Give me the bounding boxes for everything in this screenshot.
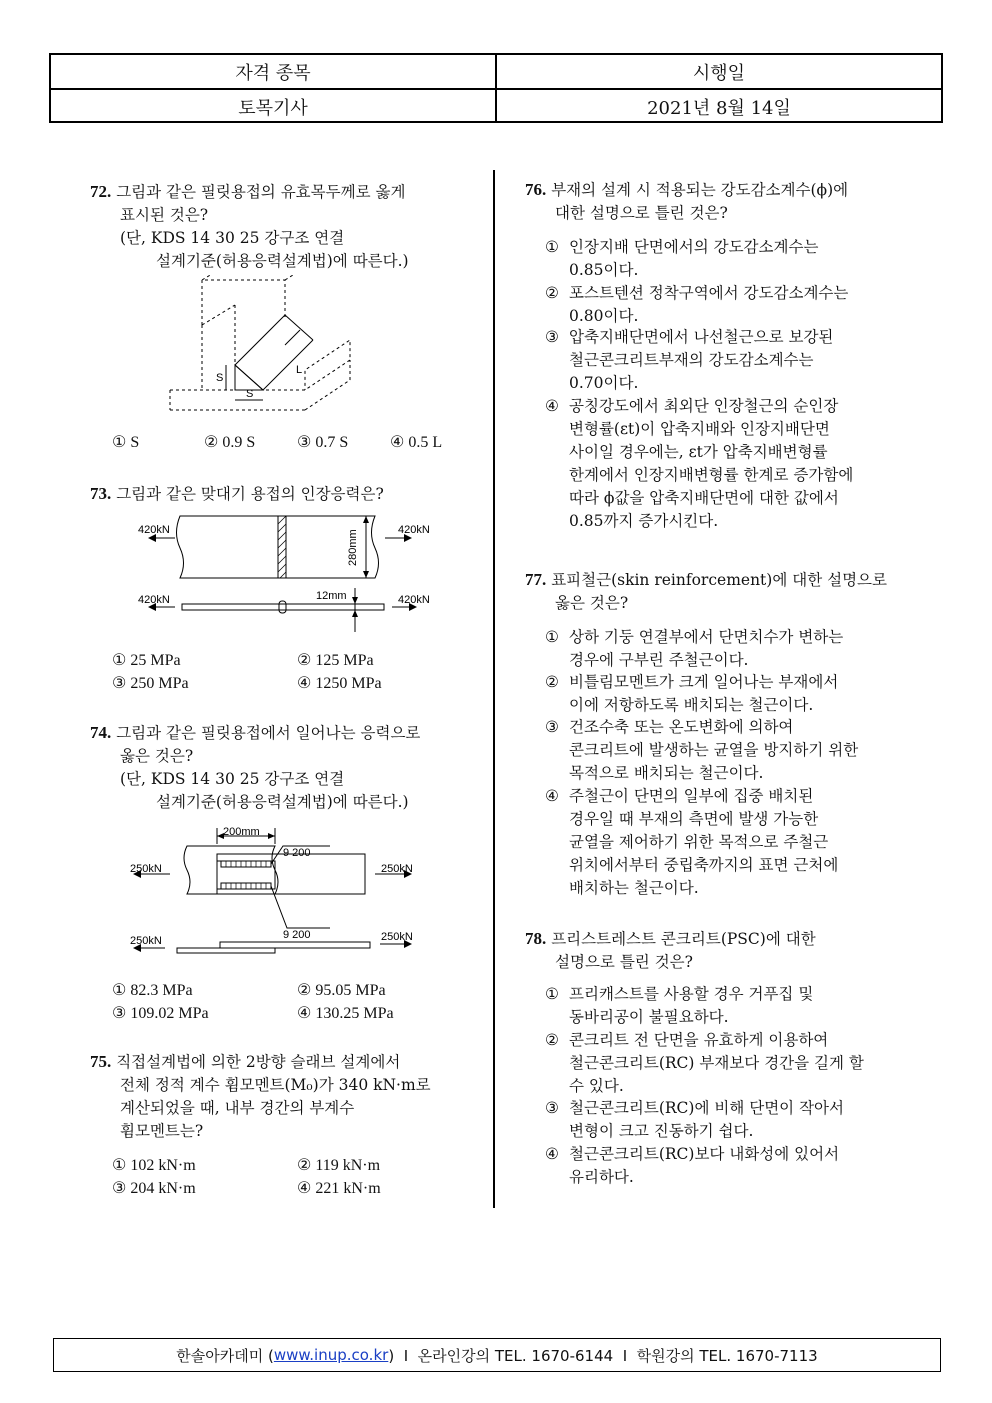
question-72: [90, 180, 485, 273]
question-number: 72.: [90, 182, 112, 201]
option[interactable]: ② 95.05 MPa: [297, 982, 386, 999]
dim-s-vertical: S: [216, 372, 224, 384]
load-right: 250kN: [381, 863, 413, 875]
option[interactable]: ③ 0.7 S: [297, 434, 349, 451]
option-77-4[interactable]: ④ 주철근이 단면의 일부에 집중 배치된 경우일 때 부재의 측면에 발생 가능한 균열을 제어하기 위한 목적으로 주철근 위치에서부터 중립축까지의 표면 근처에 배치하는 철근이다.: [545, 787, 839, 897]
exam-date-label: 시행일: [495, 55, 941, 88]
question-number: 78.: [525, 929, 547, 948]
question-78: [525, 927, 915, 974]
option[interactable]: ④ 0.5 L: [390, 434, 443, 451]
load-left-side: 250kN: [130, 935, 162, 947]
question-text: 대한 설명으로 틀린 것은?: [555, 204, 728, 222]
question-75: [90, 1050, 485, 1143]
question-text: 표피철근(skin reinforcement)에 대한 설명으로: [551, 571, 887, 589]
option[interactable]: ③ 204 kN·m: [112, 1180, 196, 1197]
question-text: 부재의 설계 시 적용되는 강도감소계수(ϕ)에: [551, 181, 849, 199]
option-77-3[interactable]: ③ 건조수축 또는 온도변화에 의하여 콘크리트에 발생하는 균열을 방지하기 위한 목적으로 배치되는 철근이다.: [545, 718, 859, 782]
question-74: [90, 721, 485, 814]
option-76-4[interactable]: ④ 공칭강도에서 최외단 인장철근의 순인장 변형률(εt)이 압축지배와 인장지배단면 사이일 경우에는, εt가 압축지배변형률 한계에서 인장지배변형률 한계로 증가함에 따라 ϕ값을 압축지배단면에 대한 값에서 0.85까지 증가시킨다.: [545, 397, 854, 530]
dim-l: L: [296, 364, 303, 376]
option-78-3[interactable]: ③ 철근콘크리트(RC)에 비해 단면이 작아서 변형이 크고 진동하기 쉽다.: [545, 1099, 845, 1140]
load-right-side: 250kN: [381, 931, 413, 943]
question-text: 옳은 것은?: [120, 747, 194, 765]
question-note: 설계기준(허용응력설계법)에 따른다.): [156, 793, 409, 811]
option-78-1[interactable]: ① 프리캐스트를 사용할 경우 거푸집 및 동바리공이 불필요하다.: [545, 985, 814, 1026]
option-77-2[interactable]: ② 비틀림모멘트가 크게 일어나는 부재에서 이에 저항하도록 배치되는 철근이다.: [545, 673, 839, 714]
option[interactable]: ③ 109.02 MPa: [112, 1005, 209, 1022]
question-text: 그림과 같은 필릿용접에서 일어나는 응력으로: [116, 724, 421, 742]
column-divider: [493, 170, 495, 1208]
footer-bar: [53, 1338, 941, 1372]
option-78-4[interactable]: ④ 철근콘크리트(RC)보다 내화성에 있어서 유리하다.: [545, 1145, 840, 1186]
question-number: 75.: [90, 1052, 112, 1071]
height-label: 280mm: [347, 529, 359, 566]
question-text: 그림과 같은 맞대기 용접의 인장응력은?: [116, 485, 384, 503]
question-number: 74.: [90, 723, 112, 742]
question-text: 휨모멘트는?: [120, 1122, 204, 1140]
option[interactable]: ③ 250 MPa: [112, 675, 189, 692]
option-76-1[interactable]: ① 인장지배 단면에서의 강도감소계수는 0.85이다.: [545, 238, 819, 279]
dim-s-horizontal: S: [246, 388, 254, 400]
question-76: [525, 178, 915, 225]
question-77: [525, 568, 915, 615]
option-76-3[interactable]: ③ 압축지배단면에서 나선철근으로 보강된 철근콘크리트부재의 강도감소계수는 0.70이다.: [545, 328, 834, 392]
question-number: 77.: [525, 570, 547, 589]
load-left: 250kN: [130, 863, 162, 875]
option[interactable]: ① 25 MPa: [112, 652, 181, 669]
question-73: [90, 482, 485, 506]
question-number: 73.: [90, 484, 112, 503]
qualification-value: 토목기사: [238, 97, 308, 119]
width-label: 200mm: [223, 826, 260, 838]
question-text: 전체 정적 계수 휨모멘트(M₀)가 340 kN·m로: [120, 1076, 431, 1094]
question-text: 그림과 같은 필릿용접의 유효목두께로 옳게: [116, 183, 406, 201]
question-note: 설계기준(허용응력설계법)에 따른다.): [156, 252, 409, 270]
option[interactable]: ② 119 kN·m: [297, 1157, 381, 1174]
option[interactable]: ① S: [112, 434, 140, 451]
options-75: [112, 1155, 482, 1201]
options-74: [112, 980, 482, 1026]
lap-fillet-weld-figure: [125, 824, 435, 960]
load-right-side: 420kN: [398, 594, 430, 606]
question-text: 옳은 것은?: [555, 594, 629, 612]
option-76-2[interactable]: ② 포스트텐션 정착구역에서 강도감소계수는 0.80이다.: [545, 284, 849, 325]
option[interactable]: ① 82.3 MPa: [112, 982, 193, 999]
option[interactable]: ④ 221 kN·m: [297, 1180, 381, 1197]
options-72: [112, 432, 482, 454]
option[interactable]: ② 0.9 S: [204, 434, 256, 451]
options-73: [112, 650, 482, 696]
question-text: 표시된 것은?: [120, 206, 209, 224]
question-text: 직접설계법에 의한 2방향 슬래브 설계에서: [116, 1053, 401, 1071]
question-number: 76.: [525, 180, 547, 199]
load-right: 420kN: [398, 524, 430, 536]
exam-date-value: 2021년 8월 14일: [495, 90, 941, 123]
fillet-weld-figure: [160, 275, 360, 415]
option-77-1[interactable]: ① 상하 기둥 연결부에서 단면치수가 변하는 경우에 구부린 주철근이다.: [545, 628, 844, 669]
question-text: 설명으로 틀린 것은?: [555, 953, 693, 971]
academy-name: 한솔아카데미 (: [176, 1346, 274, 1365]
thickness-label: 12mm: [316, 590, 347, 602]
load-left: 420kN: [138, 524, 170, 536]
academy-link[interactable]: www.inup.co.kr: [273, 1346, 389, 1364]
weld-symbol-bottom: 9 200: [283, 929, 311, 941]
option[interactable]: ④ 130.25 MPa: [297, 1005, 394, 1022]
question-text: 계산되었을 때, 내부 경간의 부계수: [120, 1099, 355, 1117]
question-note: (단, KDS 14 30 25 강구조 연결: [120, 770, 345, 788]
option[interactable]: ④ 1250 MPa: [297, 675, 382, 692]
load-left-side: 420kN: [138, 594, 170, 606]
contact-info: ) I 온라인강의 TEL. 1670-6144 I 학원강의 TEL. 1670-7113: [388, 1346, 818, 1365]
option[interactable]: ① 102 kN·m: [112, 1157, 196, 1174]
exam-header-table: [49, 53, 943, 123]
qualification-label: 자격 종목: [235, 62, 311, 84]
option[interactable]: ② 125 MPa: [297, 652, 374, 669]
butt-weld-figure: [130, 508, 450, 636]
option-78-2[interactable]: ② 콘크리트 전 단면을 유효하게 이용하여 철근콘크리트(RC) 부재보다 경간을 길게 할 수 있다.: [545, 1031, 864, 1095]
question-text: 프리스트레스트 콘크리트(PSC)에 대한: [551, 930, 816, 948]
weld-symbol-top: 9 200: [283, 847, 311, 859]
question-note: (단, KDS 14 30 25 강구조 연결: [120, 229, 345, 247]
